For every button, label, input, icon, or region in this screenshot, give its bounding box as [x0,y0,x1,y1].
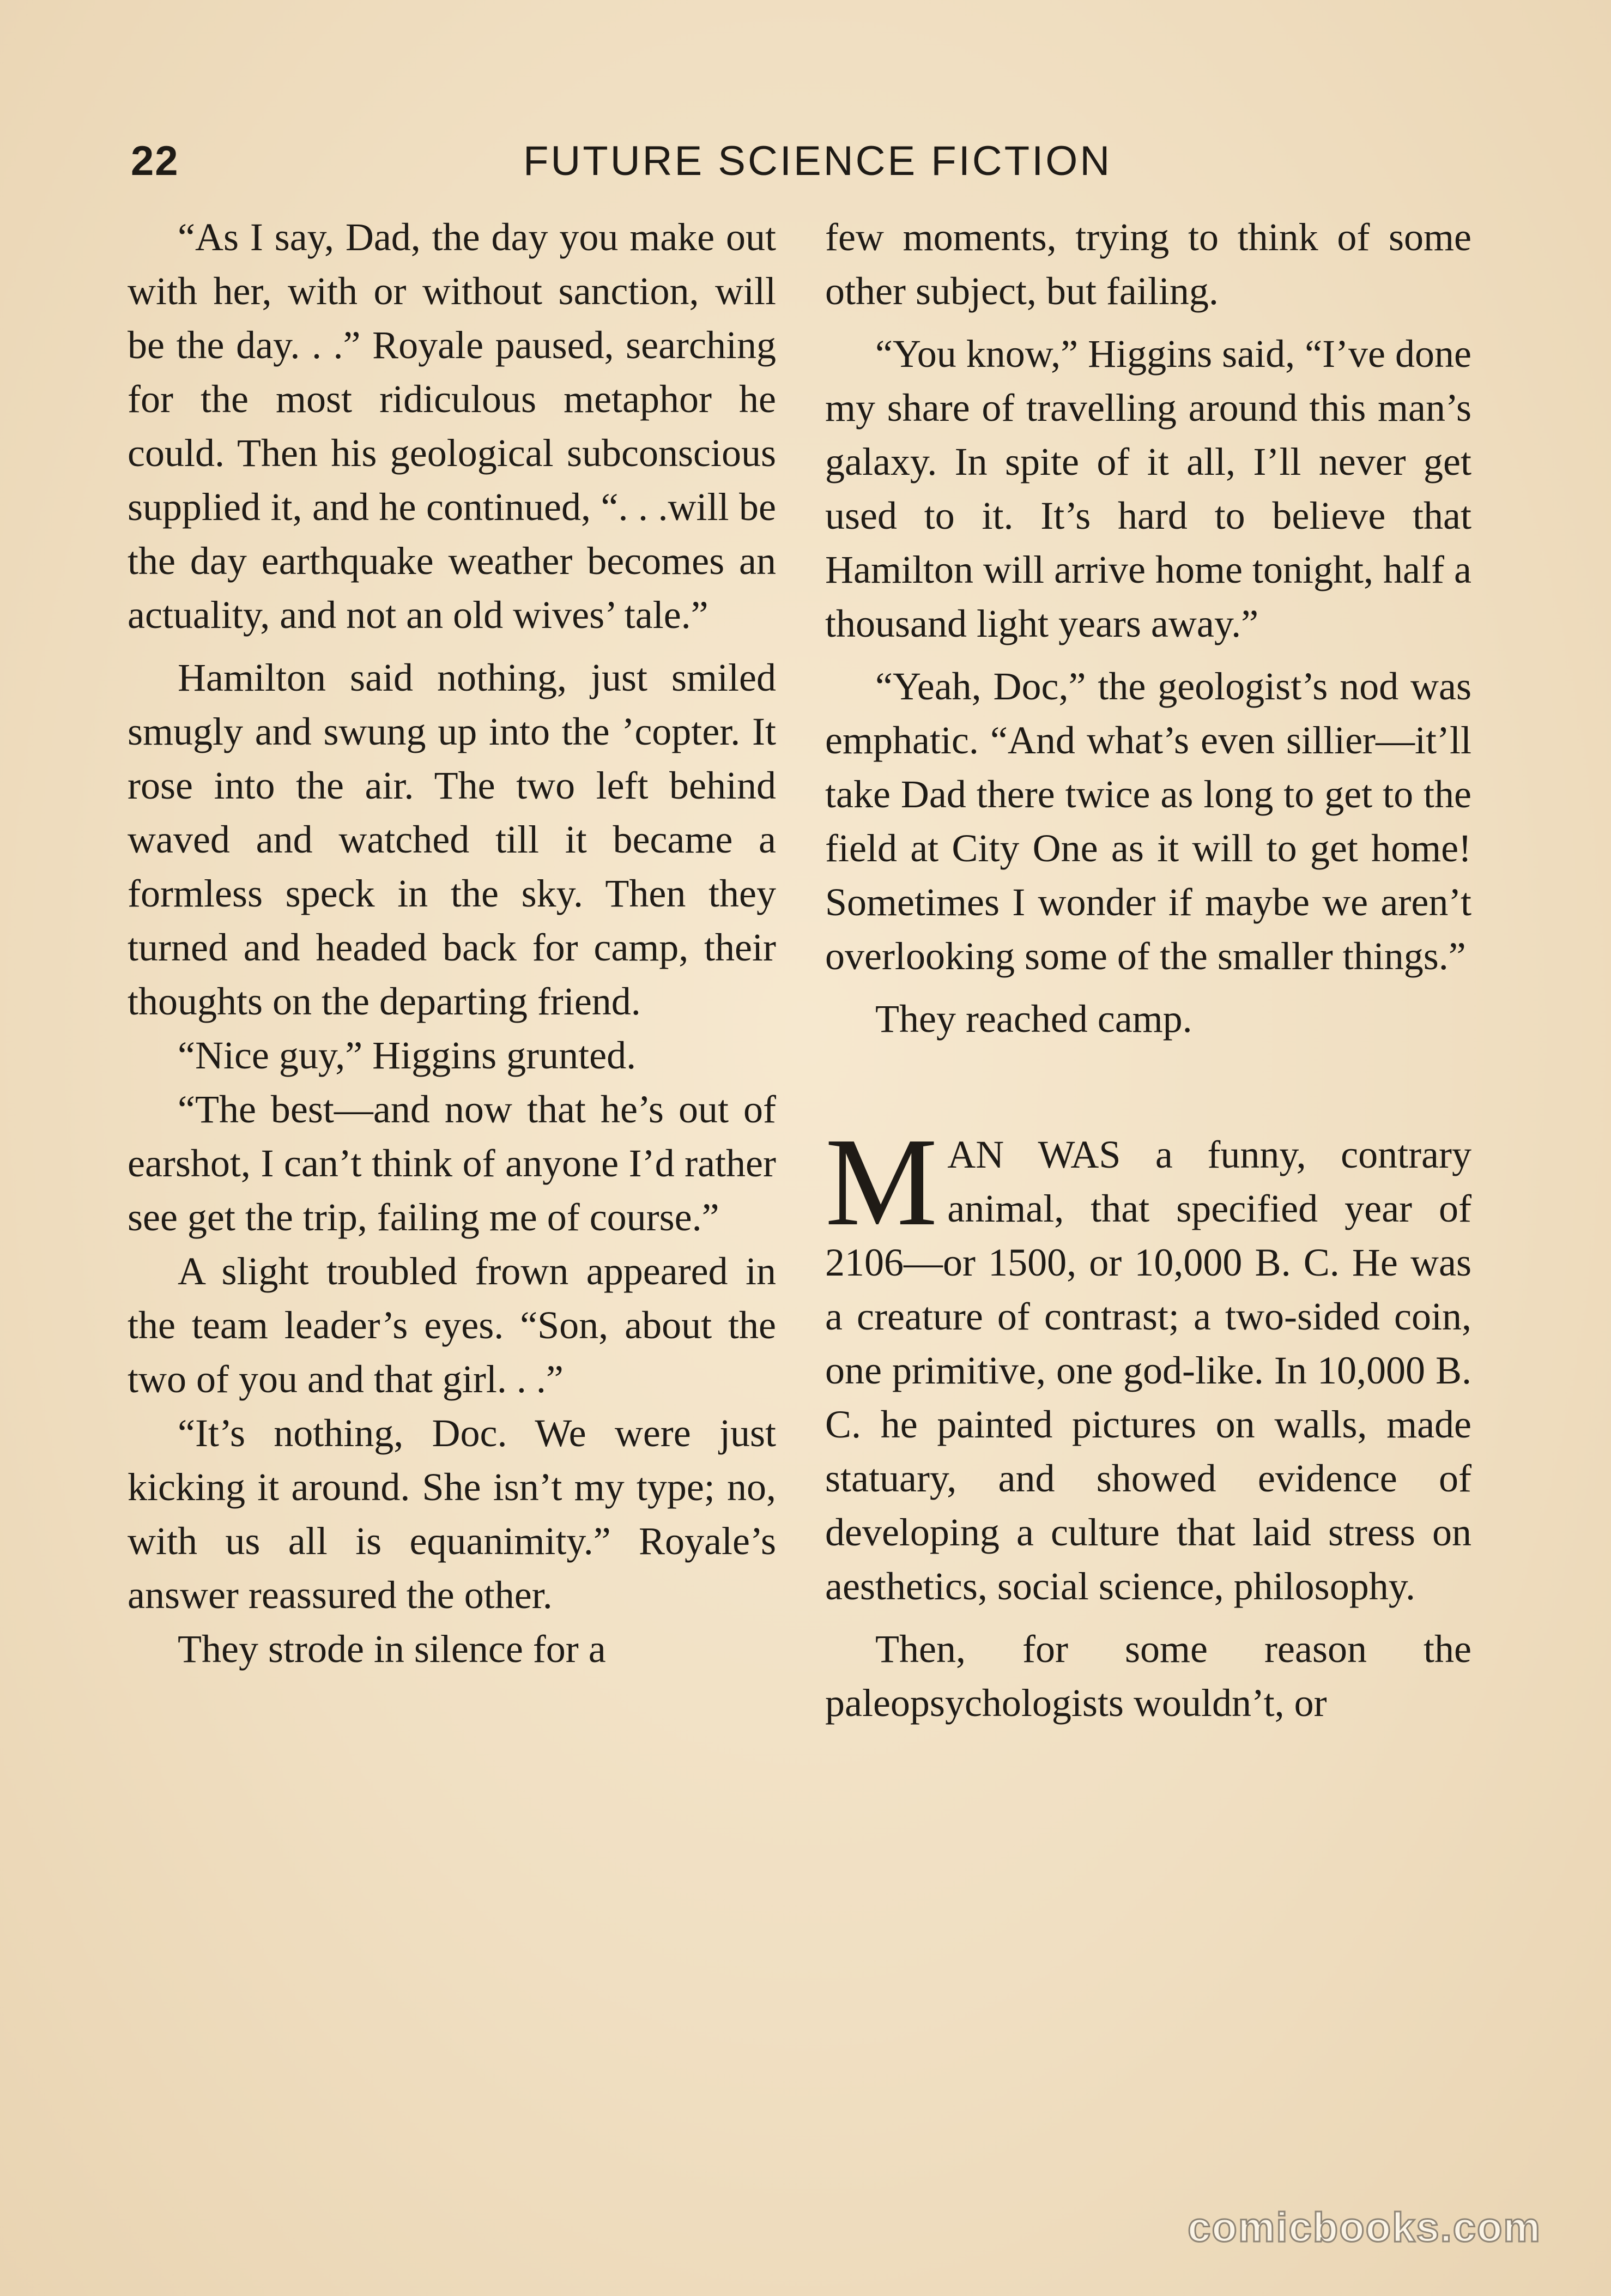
paragraph: “You know,” Higgins said, “I’ve done my share of travelling around this man’s galaxy. In spite of it all, I’ll never get used to it. It’s hard to believe that Hamilton will arrive home tonight, half a thousand light years away.” [825,332,1471,645]
paragraph: “It’s nothing, Doc. We were just kicking it around. She isn’t my type; no, with us all is equanimity.” Royale’s answer reassured the other. [128,1411,776,1617]
paragraph: “Nice guy,” Higgins grunted. [178,1034,637,1077]
paragraph: Hamilton said nothing, just smiled smugly and swung up into the ’copter. It rose into the air. The two left behind waved and watched till it became a formless speck in the sky. Then they turned and headed back for camp, their thoughts on the departing friend. [128,656,776,1023]
running-head: FUTURE SCIENCE FICTION [523,138,1112,184]
watermark: comicbooks.com [1188,2204,1541,2251]
paragraph: “As I say, Dad, the day you make out with her, with or without sanction, will be the day. . .” Royale paused, searching for the most ridiculous metaphor he could. Then his geological subconscious supplied it, and he continued, “. . .will be the day earthquake weather becomes an actuality, and not an old wives’ tale.” [128,215,776,637]
page-header [0,137,1611,192]
paragraph: A slight troubled frown appeared in the team leader’s eyes. “Son, about the two of you and that girl. . .” [128,1249,776,1401]
paragraph-continuation: few moments, trying to think of some other subject, but failing. [825,215,1471,313]
right-column [825,210,1471,1730]
left-column [128,210,776,1676]
section-opening-paragraph [825,1112,1471,1614]
section-opening-text: AN WAS a funny, contrary animal, that specified year of 2106—or 1500, or 10,000 B. C. He was a creature of contrast; a two-sided coin, one primitive, one god-like. In 10,000 B. C. he painted pictures on walls, made statuary, and showed evidence of developing a culture that laid stress on aesthetics, social science, philosophy. [825,1133,1471,1608]
paragraph: “Yeah, Doc,” the geologist’s nod was emphatic. “And what’s even sillier—it’ll take Dad there twice as long to get to the field at City One as it will to get home! Sometimes I wonder if maybe we aren’t overlooking some of the smaller things.” [825,664,1471,978]
paragraph: They strode in silence for a [178,1627,606,1671]
paragraph: They reached camp. [875,997,1192,1041]
paragraph: “The best—and now that he’s out of earshot, I can’t think of anyone I’d rather see get the trip, failing me of course.” [128,1087,776,1239]
paragraph: Then, for some reason the paleopsychologists wouldn’t, or [825,1627,1471,1725]
page-number: 22 [131,138,179,184]
drop-cap: M [825,1112,938,1252]
